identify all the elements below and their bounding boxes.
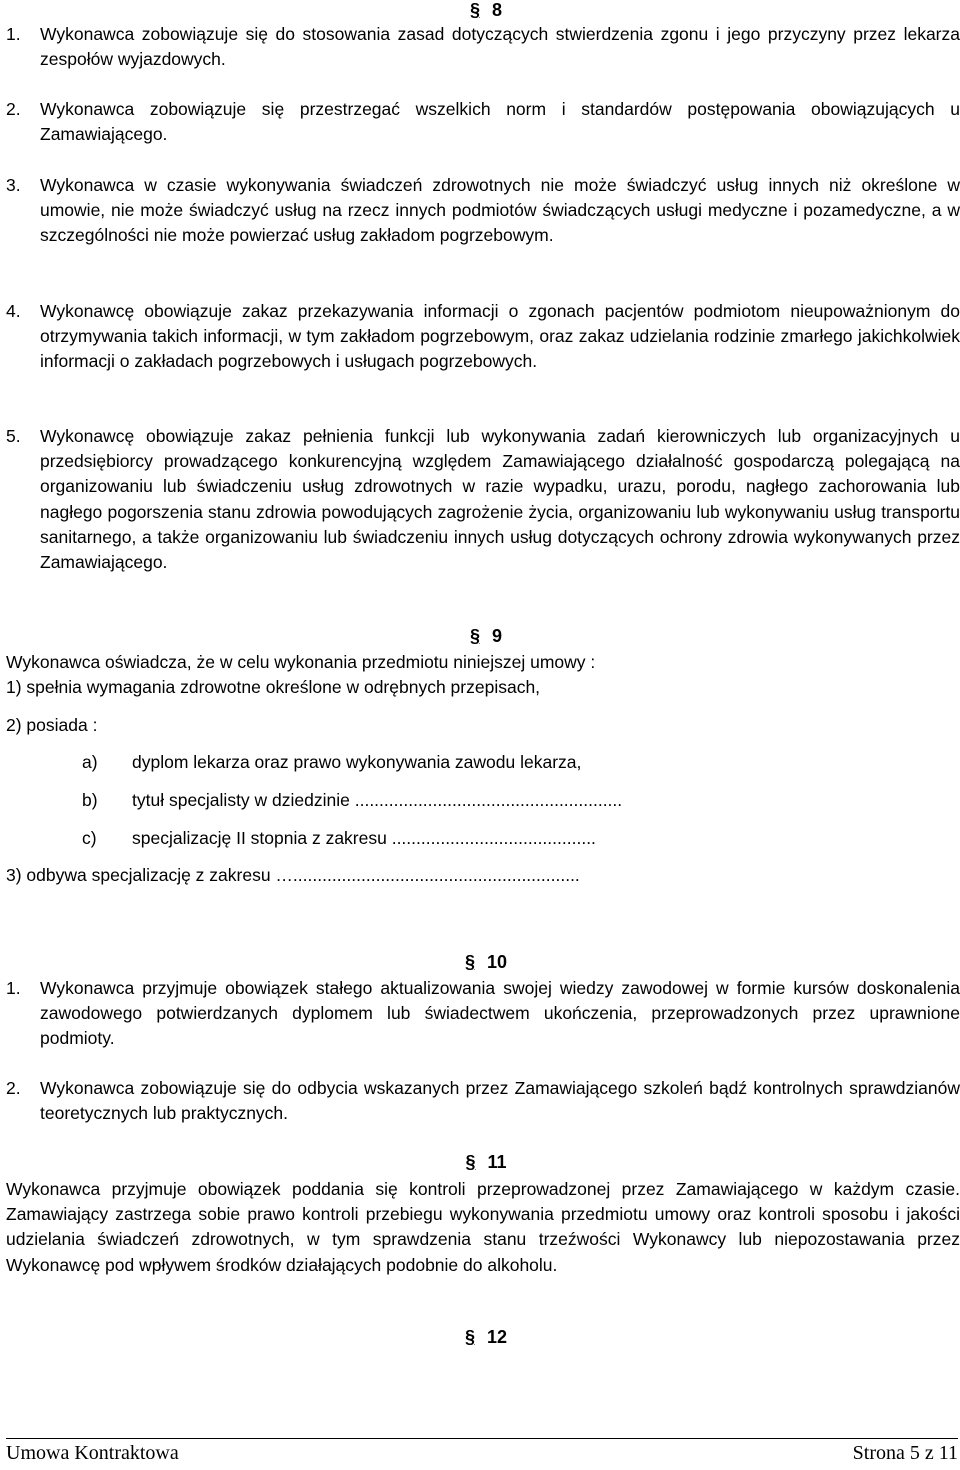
section-10-heading bbox=[0, 952, 960, 973]
section-sign: § bbox=[469, 626, 480, 646]
s9-sub-b-text: tytuł specjalisty w dziedzinie ....................................................... bbox=[132, 790, 623, 810]
item-text: Wykonawca przyjmuje obowiązek stałego aktualizowania swojej wiedzy zawodowej w formie kursów doskonalenia zawodowego potwierdzanych dyplomem lub świadectwem ukończenia, przeprowadzonych przez uprawnione podmioty. bbox=[40, 978, 960, 1049]
s9-point-1: 1) spełnia wymagania zdrowotne określone w odrębnych przepisach, bbox=[6, 677, 541, 697]
section-sign: § bbox=[464, 952, 475, 972]
s8-item-2 bbox=[6, 97, 960, 147]
item-number: 1. bbox=[6, 978, 21, 998]
section-11-heading bbox=[0, 1152, 960, 1173]
section-number: 9 bbox=[492, 626, 503, 646]
item-number: 2. bbox=[6, 1078, 21, 1098]
s10-item-1 bbox=[6, 976, 960, 1052]
section-number: 8 bbox=[492, 0, 503, 20]
section-sign: § bbox=[465, 1152, 476, 1172]
s9-sub-c-text: specjalizację II stopnia z zakresu .......................................... bbox=[132, 828, 596, 848]
item-number: 2. bbox=[6, 99, 21, 119]
item-text: Wykonawcę obowiązuje zakaz przekazywania informacji o zgonach pacjentów podmiotom nieupoważnionym do otrzymywania takich informacji, w tym zakładom pogrzebowym, oraz zakaz udzielania rodzinie zmarłego jakichkolwiek informacji o zakładach pogrzebowych i usługach pogrzebowych. bbox=[40, 301, 960, 372]
section-12-heading bbox=[0, 1327, 960, 1348]
s9-sub-c-label: c) bbox=[82, 828, 97, 848]
s9-sub-a-text: dyplom lekarza oraz prawo wykonywania zawodu lekarza, bbox=[132, 752, 582, 772]
section-number: 10 bbox=[486, 952, 508, 972]
item-number: 4. bbox=[6, 301, 21, 321]
section-8-heading bbox=[0, 0, 960, 21]
page-footer bbox=[6, 1438, 958, 1464]
s11-paragraph: Wykonawca przyjmuje obowiązek poddania się kontroli przeprowadzonej przez Zamawiającego w każdym czasie. Zamawiający zastrzega sobie prawo kontroli przebiegu wykonywania przedmiotu umowy oraz kontroli sposobu i jakości udzielania świadczeń zdrowotnych, w tym sprawdzenia stanu trzeźwości Wykonawcy lub niepozostawania przez Wykonawcę pod wpływem środków działających podobnie do alkoholu. bbox=[6, 1179, 960, 1275]
s9-sub-b-label: b) bbox=[82, 790, 98, 810]
item-text: Wykonawca zobowiązuje się do odbycia wskazanych przez Zamawiającego szkoleń bądź kontrolnych sprawdzianów teoretycznych lub praktycznych. bbox=[40, 1078, 960, 1124]
item-text: Wykonawca w czasie wykonywania świadczeń zdrowotnych nie może świadczyć usług innych niż określone w umowie, nie może świadczyć usług na rzecz innych podmiotów świadczących usługi medyczne i pozamedyczne, a w szczególności nie może powierzać usług zakładom pogrzebowym. bbox=[40, 175, 960, 246]
s9-point-2: 2) posiada : bbox=[6, 715, 98, 735]
s9-intro: Wykonawca oświadcza, że w celu wykonania przedmiotu niniejszej umowy : bbox=[6, 652, 596, 672]
s9-sub-a-label: a) bbox=[82, 752, 98, 772]
item-text: Wykonawca zobowiązuje się przestrzegać wszelkich norm i standardów postępowania obowiązujących u Zamawiającego. bbox=[40, 99, 960, 145]
s8-item-5 bbox=[6, 424, 960, 575]
item-number: 3. bbox=[6, 175, 21, 195]
s10-item-2 bbox=[6, 1076, 960, 1126]
item-number: 1. bbox=[6, 24, 21, 44]
section-sign: § bbox=[464, 1327, 475, 1347]
section-number: 11 bbox=[487, 1152, 507, 1172]
item-text: Wykonawca zobowiązuje się do stosowania zasad dotyczących stwierdzenia zgonu i jego przyczyny przez lekarza zespołów wyjazdowych. bbox=[40, 24, 960, 70]
item-text: Wykonawcę obowiązuje zakaz pełnienia funkcji lub wykonywania zadań kierowniczych lub organizacyjnych u przedsiębiorcy prowadzącego konkurencyjną względem Zamawiającego działalność gospodarczą polegającą na organizowaniu lub świadczeniu usług zdrowotnych w razie wypadku, urazu, porodu, nagłego zachorowania lub nagłego pogorszenia stanu zdrowia powodujących zagrożenie życia, organizowaniu lub wykonywaniu usług transportu sanitarnego, a także organizowaniu lub świadczeniu innych usług dotyczących ochrony zdrowia wykonywanych przez Zamawiającego. bbox=[40, 426, 960, 573]
s9-point-3: 3) odbywa specjalizację z zakresu …........................................................... bbox=[6, 865, 580, 885]
section-number: 12 bbox=[486, 1327, 508, 1347]
s8-item-4 bbox=[6, 299, 960, 375]
section-sign: § bbox=[469, 0, 480, 20]
s8-item-3 bbox=[6, 173, 960, 249]
section-9-heading bbox=[0, 626, 960, 647]
footer-document-title: Umowa Kontraktowa bbox=[6, 1442, 179, 1464]
footer-page-number: Strona 5 z 11 bbox=[852, 1442, 958, 1464]
s8-item-1 bbox=[6, 22, 960, 72]
item-number: 5. bbox=[6, 426, 21, 446]
